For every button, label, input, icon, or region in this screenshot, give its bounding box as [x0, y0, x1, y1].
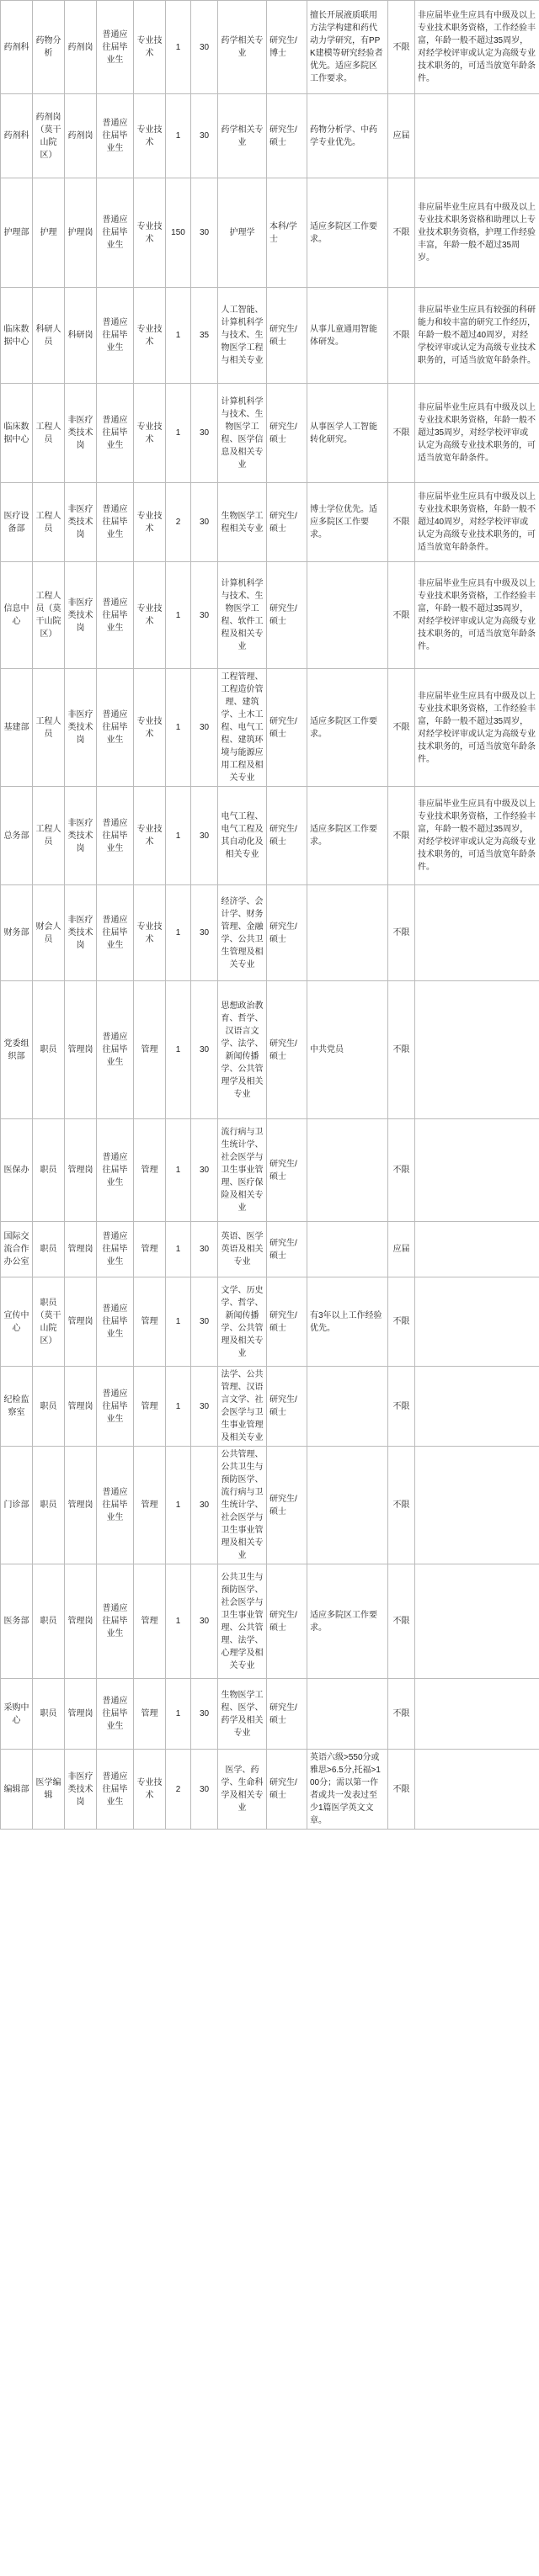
table-row: [1, 562, 539, 669]
table-row: [1, 483, 539, 562]
cell-applicant-type: 普通应往届毕业生: [97, 1119, 134, 1222]
table-row: [1, 885, 539, 981]
cell-major: 工程管理、工程造价管理、建筑学、土木工程、电气工程、建筑环境与能源应用工程及相关专业: [218, 669, 267, 787]
cell-other-requirements: 从事儿童通用智能体研发。: [307, 288, 388, 384]
cell-position-type: 非医疗类技术岗: [65, 562, 97, 669]
cell-age-limit: 30: [191, 1222, 218, 1277]
cell-other-requirements: 药物分析学、中药学专业优先。: [307, 94, 388, 178]
cell-age-limit: 30: [191, 178, 218, 288]
cell-position-type: 非医疗类技术岗: [65, 885, 97, 981]
cell-job-category: 管理: [134, 1564, 166, 1679]
cell-job-category: 专业技术: [134, 178, 166, 288]
cell-age-limit: 30: [191, 1750, 218, 1830]
cell-job-category: 管理: [134, 1119, 166, 1222]
cell-age-limit: 30: [191, 1277, 218, 1367]
cell-age-limit: 30: [191, 981, 218, 1119]
cell-position-type: 非医疗类技术岗: [65, 384, 97, 483]
cell-job-category: 专业技术: [134, 384, 166, 483]
cell-position-type: 科研岗: [65, 288, 97, 384]
cell-degree: 本科/学士: [267, 178, 307, 288]
cell-headcount: 1: [166, 1679, 191, 1750]
cell-position-type: 非医疗类技术岗: [65, 669, 97, 787]
cell-headcount: 1: [166, 1222, 191, 1277]
cell-department: 医务部: [1, 1564, 33, 1679]
cell-headcount: 1: [166, 94, 191, 178]
cell-job-category: 管理: [134, 1277, 166, 1367]
cell-major: 经济学、会计学、财务管理、金融学、公共卫生管理及相关专业: [218, 885, 267, 981]
cell-age-limit: 30: [191, 669, 218, 787]
cell-position-name: 财会人员: [33, 885, 65, 981]
cell-applicant-type: 普通应往届毕业生: [97, 1750, 134, 1830]
cell-other-requirements: 适应多院区工作要求。: [307, 178, 388, 288]
cell-degree: 研究生/硕士: [267, 483, 307, 562]
cell-headcount: 1: [166, 1, 191, 94]
cell-age-limit: 30: [191, 94, 218, 178]
cell-job-category: 专业技术: [134, 669, 166, 787]
cell-remarks: 非应届毕业生应具有中级及以上专业技术职务资格，年龄一般不超过40周岁，对经学校评审或认定为高级专业技术职务的，可适当放宽年龄条件。: [415, 483, 539, 562]
cell-applicant-type: 普通应往届毕业生: [97, 288, 134, 384]
cell-position-type: 药剂岗: [65, 94, 97, 178]
cell-remarks: 非应届毕业生应具有中级及以上专业技术职务资格和助理以上专业技术职务资格，护理工作经验丰富，年龄一般不超过35周岁。: [415, 178, 539, 288]
table-row: [1, 384, 539, 483]
cell-applicant-type: 普通应往届毕业生: [97, 1447, 134, 1564]
cell-graduate-status: 应届: [388, 94, 415, 178]
cell-position-name: 职员: [33, 1679, 65, 1750]
cell-other-requirements: 适应多院区工作要求。: [307, 1564, 388, 1679]
cell-graduate-status: 不限: [388, 288, 415, 384]
table-row: [1, 1277, 539, 1367]
cell-job-category: 专业技术: [134, 885, 166, 981]
cell-position-name: 职员: [33, 1447, 65, 1564]
cell-position-name: 职员（莫干山院区）: [33, 1277, 65, 1367]
cell-department: 总务部: [1, 787, 33, 885]
cell-position-type: 管理岗: [65, 1679, 97, 1750]
cell-applicant-type: 普通应往届毕业生: [97, 94, 134, 178]
cell-job-category: 专业技术: [134, 1, 166, 94]
cell-degree: 研究生/硕士: [267, 1222, 307, 1277]
cell-degree: 研究生/硕士: [267, 1367, 307, 1447]
table-row: [1, 1564, 539, 1679]
cell-position-name: 工程人员: [33, 384, 65, 483]
cell-graduate-status: 不限: [388, 562, 415, 669]
cell-headcount: 1: [166, 1447, 191, 1564]
cell-age-limit: 30: [191, 787, 218, 885]
cell-applicant-type: 普通应往届毕业生: [97, 1564, 134, 1679]
cell-age-limit: 30: [191, 483, 218, 562]
cell-age-limit: 30: [191, 1367, 218, 1447]
cell-other-requirements: 适应多院区工作要求。: [307, 787, 388, 885]
cell-degree: 研究生/硕士: [267, 1277, 307, 1367]
table-row: [1, 288, 539, 384]
cell-remarks: [415, 885, 539, 981]
cell-age-limit: 30: [191, 384, 218, 483]
cell-position-type: 管理岗: [65, 981, 97, 1119]
cell-major: 计算机科学与技术、生物医学工程、软件工程及相关专业: [218, 562, 267, 669]
cell-age-limit: 35: [191, 288, 218, 384]
table-row: [1, 1367, 539, 1447]
cell-position-type: 管理岗: [65, 1119, 97, 1222]
cell-position-type: 护理岗: [65, 178, 97, 288]
cell-degree: 研究生/硕士: [267, 1679, 307, 1750]
cell-job-category: 专业技术: [134, 483, 166, 562]
cell-graduate-status: 不限: [388, 981, 415, 1119]
cell-other-requirements: 有3年以上工作经验优先。: [307, 1277, 388, 1367]
cell-other-requirements: 中共党员: [307, 981, 388, 1119]
cell-remarks: [415, 1367, 539, 1447]
cell-department: 宣传中心: [1, 1277, 33, 1367]
cell-graduate-status: 不限: [388, 483, 415, 562]
cell-degree: 研究生/硕士: [267, 1447, 307, 1564]
cell-other-requirements: [307, 1679, 388, 1750]
cell-degree: 研究生/硕士: [267, 885, 307, 981]
cell-headcount: 1: [166, 787, 191, 885]
cell-headcount: 1: [166, 562, 191, 669]
cell-remarks: [415, 1447, 539, 1564]
cell-applicant-type: 普通应往届毕业生: [97, 483, 134, 562]
cell-remarks: [415, 1119, 539, 1222]
cell-degree: 研究生/硕士: [267, 981, 307, 1119]
cell-position-name: 科研人员: [33, 288, 65, 384]
cell-job-category: 专业技术: [134, 1750, 166, 1830]
table-row: [1, 669, 539, 787]
cell-department: 编辑部: [1, 1750, 33, 1830]
cell-position-name: 工程人员: [33, 787, 65, 885]
cell-remarks: [415, 1750, 539, 1830]
cell-degree: 研究生/硕士: [267, 384, 307, 483]
cell-degree: 研究生/硕士: [267, 1564, 307, 1679]
cell-graduate-status: 不限: [388, 1564, 415, 1679]
cell-department: 基建部: [1, 669, 33, 787]
cell-position-type: 药剂岗: [65, 1, 97, 94]
cell-graduate-status: 不限: [388, 178, 415, 288]
cell-headcount: 1: [166, 1119, 191, 1222]
cell-position-name: 工程人员（莫干山院区）: [33, 562, 65, 669]
cell-remarks: 非应届毕业生应具有中级及以上专业技术职务资格，工作经验丰富，年龄一般不超过35周岁，对经学校评审或认定为高级专业技术职务的，可适当放宽年龄条件。: [415, 669, 539, 787]
cell-headcount: 1: [166, 1367, 191, 1447]
cell-graduate-status: 不限: [388, 885, 415, 981]
cell-other-requirements: [307, 1367, 388, 1447]
cell-position-name: 工程人员: [33, 483, 65, 562]
cell-headcount: 1: [166, 1564, 191, 1679]
cell-age-limit: 30: [191, 885, 218, 981]
cell-degree: 研究生/硕士: [267, 669, 307, 787]
cell-department: 党委组织部: [1, 981, 33, 1119]
cell-other-requirements: [307, 1447, 388, 1564]
table-row: [1, 787, 539, 885]
cell-headcount: 150: [166, 178, 191, 288]
cell-headcount: 1: [166, 1277, 191, 1367]
cell-applicant-type: 普通应往届毕业生: [97, 562, 134, 669]
cell-graduate-status: 不限: [388, 669, 415, 787]
cell-position-name: 工程人员: [33, 669, 65, 787]
table-row: [1, 1222, 539, 1277]
cell-major: 电气工程、电气工程及其自动化及相关专业: [218, 787, 267, 885]
cell-position-type: 非医疗类技术岗: [65, 1750, 97, 1830]
cell-major: 法学、公共管理、汉语言文学、社会医学与卫生事业管理及相关专业: [218, 1367, 267, 1447]
cell-applicant-type: 普通应往届毕业生: [97, 1367, 134, 1447]
cell-applicant-type: 普通应往届毕业生: [97, 981, 134, 1119]
cell-applicant-type: 普通应往届毕业生: [97, 1277, 134, 1367]
cell-job-category: 管理: [134, 1447, 166, 1564]
cell-major: 文学、历史学、哲学、新闻传播学、公共管理及相关专业: [218, 1277, 267, 1367]
cell-job-category: 管理: [134, 1367, 166, 1447]
cell-department: 医疗设备部: [1, 483, 33, 562]
cell-age-limit: 30: [191, 562, 218, 669]
cell-position-name: 医学编辑: [33, 1750, 65, 1830]
cell-position-name: 护理: [33, 178, 65, 288]
cell-department: 药剂科: [1, 1, 33, 94]
cell-other-requirements: [307, 1119, 388, 1222]
table-body: [1, 1, 539, 1830]
cell-age-limit: 30: [191, 1, 218, 94]
cell-position-type: 管理岗: [65, 1564, 97, 1679]
cell-applicant-type: 普通应往届毕业生: [97, 787, 134, 885]
cell-other-requirements: 擅长开展液质联用方法学构建和药代动力学研究，有PPK建模等研究经验者优先。适应多院区工作要求。: [307, 1, 388, 94]
cell-major: 思想政治教育、哲学、汉语言文学、法学、新闻传播学、公共管理学及相关专业: [218, 981, 267, 1119]
table-row: [1, 1679, 539, 1750]
table-row: [1, 94, 539, 178]
table-row: [1, 1119, 539, 1222]
cell-remarks: [415, 94, 539, 178]
cell-position-type: 非医疗类技术岗: [65, 483, 97, 562]
cell-headcount: 1: [166, 981, 191, 1119]
cell-applicant-type: 普通应往届毕业生: [97, 885, 134, 981]
cell-job-category: 专业技术: [134, 94, 166, 178]
cell-position-name: 药物分析: [33, 1, 65, 94]
cell-department: 药剂科: [1, 94, 33, 178]
cell-department: 临床数据中心: [1, 384, 33, 483]
cell-position-type: 管理岗: [65, 1367, 97, 1447]
cell-other-requirements: [307, 562, 388, 669]
cell-headcount: 1: [166, 288, 191, 384]
cell-headcount: 1: [166, 885, 191, 981]
cell-position-name: 职员: [33, 1367, 65, 1447]
cell-job-category: 专业技术: [134, 562, 166, 669]
cell-applicant-type: 普通应往届毕业生: [97, 384, 134, 483]
cell-remarks: 非应届毕业生应具有中级及以上专业技术职务资格，年龄一般不超过35周岁，对经学校评审或认定为高级专业技术职务的，可适当放宽年龄条件。: [415, 384, 539, 483]
cell-major: 人工智能、计算机科学与技术、生物医学工程与相关专业: [218, 288, 267, 384]
cell-graduate-status: 不限: [388, 1277, 415, 1367]
cell-major: 计算机科学与技术、生物医学工程、医学信息及相关专业: [218, 384, 267, 483]
cell-headcount: 1: [166, 384, 191, 483]
cell-remarks: 非应届毕业生应具有较强的科研能力和较丰富的研究工作经历，年龄一般不超过40周岁，对经学校评审或认定为高级专业技术职务的，可适当放宽年龄条件。: [415, 288, 539, 384]
cell-graduate-status: 不限: [388, 1679, 415, 1750]
cell-graduate-status: 不限: [388, 1367, 415, 1447]
cell-other-requirements: 英语六级>550分或雅思>6.5分,托福>100分；需以第一作者或共一发表过至少1篇医学英文文章。: [307, 1750, 388, 1830]
cell-department: 国际交流合作办公室: [1, 1222, 33, 1277]
cell-headcount: 2: [166, 1750, 191, 1830]
cell-position-name: 职员: [33, 1564, 65, 1679]
cell-position-type: 管理岗: [65, 1277, 97, 1367]
cell-remarks: [415, 1564, 539, 1679]
cell-remarks: [415, 981, 539, 1119]
cell-department: 信息中心: [1, 562, 33, 669]
cell-major: 药学相关专业: [218, 94, 267, 178]
cell-age-limit: 30: [191, 1679, 218, 1750]
cell-other-requirements: 适应多院区工作要求。: [307, 669, 388, 787]
table-row: [1, 981, 539, 1119]
cell-major: 护理学: [218, 178, 267, 288]
cell-other-requirements: 从事医学人工智能转化研究。: [307, 384, 388, 483]
cell-department: 财务部: [1, 885, 33, 981]
cell-remarks: [415, 1679, 539, 1750]
cell-job-category: 管理: [134, 1679, 166, 1750]
cell-remarks: [415, 1222, 539, 1277]
cell-job-category: 专业技术: [134, 288, 166, 384]
cell-position-type: 非医疗类技术岗: [65, 787, 97, 885]
cell-degree: 研究生/硕士: [267, 787, 307, 885]
cell-position-name: 药剂岗（莫干山院区）: [33, 94, 65, 178]
cell-major: 药学相关专业: [218, 1, 267, 94]
cell-headcount: 2: [166, 483, 191, 562]
cell-position-name: 职员: [33, 981, 65, 1119]
cell-graduate-status: 不限: [388, 1750, 415, 1830]
cell-degree: 研究生/硕士: [267, 562, 307, 669]
cell-degree: 研究生/硕士: [267, 94, 307, 178]
table-row: [1, 1447, 539, 1564]
cell-other-requirements: [307, 885, 388, 981]
cell-headcount: 1: [166, 669, 191, 787]
cell-department: 纪检监察室: [1, 1367, 33, 1447]
cell-major: 英语、医学英语及相关专业: [218, 1222, 267, 1277]
cell-major: 公共管理、公共卫生与预防医学、流行病与卫生统计学、社会医学与卫生事业管理及相关专业: [218, 1447, 267, 1564]
cell-job-category: 管理: [134, 981, 166, 1119]
cell-graduate-status: 不限: [388, 1119, 415, 1222]
cell-department: 医保办: [1, 1119, 33, 1222]
cell-remarks: 非应届毕业生应具有中级及以上专业技术职务资格，工作经验丰富，年龄一般不超过35周岁，对经学校评审或认定为高级专业技术职务的，可适当放宽年龄条件。: [415, 562, 539, 669]
cell-position-type: 管理岗: [65, 1222, 97, 1277]
cell-remarks: 非应届毕业生应具有中级及以上专业技术职务资格，工作经验丰富，年龄一般不超过35周岁，对经学校评审或认定为高级专业技术职务的，可适当放宽年龄条件。: [415, 787, 539, 885]
cell-graduate-status: 不限: [388, 384, 415, 483]
cell-remarks: [415, 1277, 539, 1367]
cell-degree: 研究生/硕士: [267, 288, 307, 384]
cell-applicant-type: 普通应往届毕业生: [97, 1, 134, 94]
cell-degree: 研究生/硕士: [267, 1119, 307, 1222]
cell-graduate-status: 不限: [388, 787, 415, 885]
cell-major: 公共卫生与预防医学、社会医学与卫生事业管理、公共管理、法学、心理学及相关专业: [218, 1564, 267, 1679]
cell-degree: 研究生/博士: [267, 1, 307, 94]
cell-applicant-type: 普通应往届毕业生: [97, 1679, 134, 1750]
cell-department: 护理部: [1, 178, 33, 288]
cell-job-category: 专业技术: [134, 787, 166, 885]
cell-degree: 研究生/硕士: [267, 1750, 307, 1830]
cell-applicant-type: 普通应往届毕业生: [97, 178, 134, 288]
cell-major: 流行病与卫生统计学、社会医学与卫生事业管理、医疗保险及相关专业: [218, 1119, 267, 1222]
cell-department: 门诊部: [1, 1447, 33, 1564]
cell-department: 临床数据中心: [1, 288, 33, 384]
cell-position-name: 职员: [33, 1119, 65, 1222]
cell-major: 医学、药学、生命科学及相关专业: [218, 1750, 267, 1830]
cell-other-requirements: 博士学位优先。适应多院区工作要求。: [307, 483, 388, 562]
cell-age-limit: 30: [191, 1564, 218, 1679]
table-row: [1, 1, 539, 94]
table-row: [1, 178, 539, 288]
cell-position-type: 管理岗: [65, 1447, 97, 1564]
cell-graduate-status: 不限: [388, 1, 415, 94]
table-row: [1, 1750, 539, 1830]
cell-other-requirements: [307, 1222, 388, 1277]
cell-applicant-type: 普通应往届毕业生: [97, 669, 134, 787]
cell-remarks: 非应届毕业生应具有中级及以上专业技术职务资格，工作经验丰富，年龄一般不超过35周岁，对经学校评审或认定为高级专业技术职务的，可适当放宽年龄条件。: [415, 1, 539, 94]
cell-major: 生物医学工程相关专业: [218, 483, 267, 562]
cell-major: 生物医学工程、医学、药学及相关专业: [218, 1679, 267, 1750]
cell-applicant-type: 普通应往届毕业生: [97, 1222, 134, 1277]
cell-graduate-status: 不限: [388, 1447, 415, 1564]
cell-graduate-status: 应届: [388, 1222, 415, 1277]
cell-position-name: 职员: [33, 1222, 65, 1277]
cell-age-limit: 30: [191, 1119, 218, 1222]
cell-department: 采购中心: [1, 1679, 33, 1750]
cell-age-limit: 30: [191, 1447, 218, 1564]
cell-job-category: 管理: [134, 1222, 166, 1277]
